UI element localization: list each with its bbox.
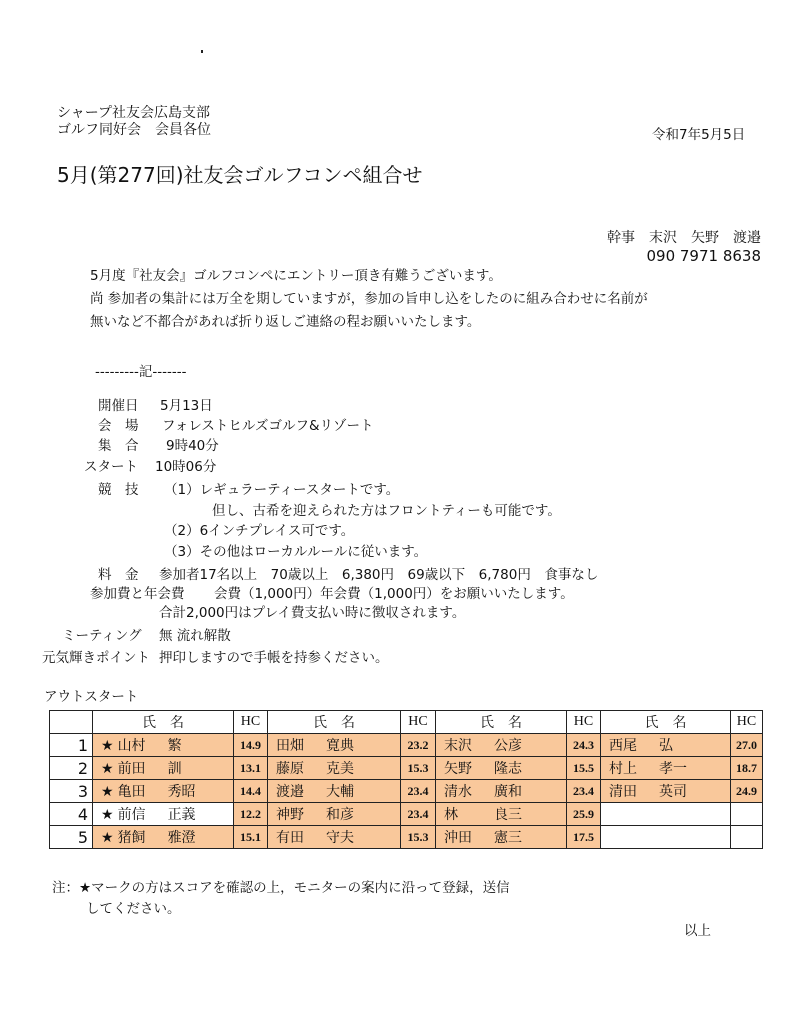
player-given-name: 寛典	[326, 738, 354, 754]
player-given-name: 正義	[167, 807, 196, 823]
fee-value: 参加者17名以上 70歳以上 6,380円 69歳以下 6,780円 食事なし	[159, 567, 599, 583]
handicap-cell: 27.0	[731, 734, 763, 757]
competition-label: 競 技	[98, 482, 139, 498]
player-name-cell	[268, 826, 401, 849]
player-surname: 有田	[276, 830, 304, 846]
closing-text: 以上	[684, 923, 711, 939]
player-name-cell	[436, 826, 567, 849]
player-name-cell	[601, 826, 731, 849]
table-row	[50, 780, 763, 803]
star-icon: ★	[101, 830, 114, 846]
handicap-cell: 15.3	[401, 826, 436, 849]
meeting-value: 無 流れ解散	[159, 628, 231, 644]
organizers: 幹事 末沢 矢野 渡邉	[607, 230, 761, 246]
handicap-cell: 12.2	[234, 803, 268, 826]
player-surname: 田畑	[276, 738, 304, 754]
player-given-name: 克美	[326, 761, 354, 777]
start-label: スタート	[84, 459, 138, 475]
competition-rule-2: （2）6インチプレイス可です。	[164, 523, 355, 539]
annual-fee-value: 会費（1,000円）年会費（1,000円）をお願いいたします。	[214, 586, 574, 602]
start-value: 10時06分	[155, 459, 217, 475]
player-given-name: 繁	[167, 738, 182, 754]
star-icon: ★	[101, 738, 114, 754]
annual-fee-label: 参加費と年会費	[90, 586, 185, 602]
handicap-cell: 23.4	[401, 803, 436, 826]
group-number: 2	[50, 757, 93, 780]
player-name-cell	[93, 803, 234, 826]
player-given-name: 雅澄	[167, 830, 196, 846]
player-given-name: 秀昭	[167, 784, 196, 800]
player-name-cell	[93, 757, 234, 780]
handicap-cell: 23.4	[401, 780, 436, 803]
note-line-1: 注：★マークの方はスコアを確認の上，モニターの案内に沿って登録，送信	[52, 880, 510, 896]
table-header-row	[50, 711, 763, 734]
star-icon: ★	[101, 761, 114, 777]
venue-value: フォレストヒルズゴルフ&リゾート	[162, 418, 374, 434]
player-given-name: 廣和	[494, 784, 522, 800]
player-given-name: 訓	[167, 761, 182, 777]
player-given-name: 公彦	[494, 738, 522, 754]
player-name-cell	[268, 803, 401, 826]
header-name: 氏 名	[93, 711, 234, 734]
handicap-cell	[731, 826, 763, 849]
group-number: 3	[50, 780, 93, 803]
meeting-label: ミーティング	[62, 628, 142, 644]
group-number: 5	[50, 826, 93, 849]
table-caption: アウトスタート	[44, 689, 139, 705]
phone-number: 090 7971 8638	[646, 247, 761, 265]
player-surname: 猪飼	[117, 830, 146, 846]
handicap-cell: 23.2	[401, 734, 436, 757]
player-name-cell	[436, 803, 567, 826]
player-given-name: 大輔	[326, 784, 354, 800]
note-line-2: してください。	[86, 901, 181, 917]
handicap-cell: 17.5	[567, 826, 601, 849]
player-name-cell	[93, 780, 234, 803]
date-value: 5月13日	[160, 398, 213, 414]
player-surname: 沖田	[444, 830, 472, 846]
table-row	[50, 757, 763, 780]
competition-rule-3: （3）その他はローカルルールに従います。	[164, 544, 428, 560]
star-icon: ★	[101, 784, 114, 800]
date-label: 開催日	[98, 398, 139, 414]
intro-line-1: 5月度『社友会』ゴルフコンペにエントリー頂き有難うございます。	[90, 268, 502, 284]
player-given-name: 弘	[659, 738, 673, 754]
player-name-cell	[93, 826, 234, 849]
player-surname: 矢野	[444, 761, 472, 777]
player-given-name: 孝一	[659, 761, 687, 777]
page-title: 5月(第277回)社友会ゴルフコンペ組合せ	[57, 163, 423, 187]
player-name-cell	[268, 780, 401, 803]
player-surname: 亀田	[117, 784, 146, 800]
header-hc: HC	[401, 711, 436, 734]
star-icon: ★	[101, 807, 114, 823]
player-name-cell	[436, 734, 567, 757]
player-given-name: 守夫	[326, 830, 354, 846]
player-surname: 西尾	[609, 738, 637, 754]
header-name: 氏 名	[436, 711, 567, 734]
table-row	[50, 803, 763, 826]
header-hc: HC	[731, 711, 763, 734]
player-surname: 清水	[444, 784, 472, 800]
handicap-cell: 13.1	[234, 757, 268, 780]
player-surname: 村上	[609, 761, 637, 777]
fee-total: 合計2,000円はプレイ費支払い時に徴収されます。	[159, 605, 466, 621]
player-given-name: 隆志	[494, 761, 522, 777]
org-line-1: シャープ社友会広島支部	[57, 105, 211, 121]
player-given-name: 良三	[494, 807, 522, 823]
intro-line-2: 尚 参加者の集計には万全を期していますが，参加の旨申し込をしたのに組み合わせに名前が	[90, 291, 648, 307]
meet-value: 9時40分	[166, 438, 219, 454]
table-row	[50, 734, 763, 757]
player-name-cell	[268, 757, 401, 780]
ki-divider: ---------記-------	[95, 364, 187, 380]
handicap-cell: 18.7	[731, 757, 763, 780]
venue-label: 会 場	[98, 418, 139, 434]
handicap-cell: 15.5	[567, 757, 601, 780]
header-empty-cell	[50, 711, 93, 734]
group-number: 1	[50, 734, 93, 757]
player-name-cell	[436, 757, 567, 780]
player-surname: 前信	[117, 807, 146, 823]
player-name-cell	[601, 757, 731, 780]
player-given-name: 英司	[659, 784, 687, 800]
header-name: 氏 名	[268, 711, 401, 734]
points-label: 元気輝きポイント	[42, 650, 150, 666]
player-surname: 渡邉	[276, 784, 304, 800]
handicap-cell: 24.3	[567, 734, 601, 757]
player-name-cell	[93, 734, 234, 757]
handicap-cell: 14.9	[234, 734, 268, 757]
document-date: 令和7年5月5日	[652, 127, 746, 143]
org-line-2: ゴルフ同好会 会員各位	[57, 122, 211, 138]
handicap-cell: 25.9	[567, 803, 601, 826]
player-name-cell	[436, 780, 567, 803]
meet-label: 集 合	[98, 438, 139, 454]
player-name-cell	[601, 734, 731, 757]
fee-label: 料 金	[98, 567, 139, 583]
handicap-cell: 15.3	[401, 757, 436, 780]
points-value: 押印しますので手帳を持参ください。	[159, 650, 389, 666]
player-given-name: 憲三	[494, 830, 522, 846]
player-name-cell	[268, 734, 401, 757]
player-surname: 神野	[276, 807, 304, 823]
player-surname: 林	[444, 807, 458, 823]
header-name: 氏 名	[601, 711, 731, 734]
player-name-cell	[601, 780, 731, 803]
player-surname: 清田	[609, 784, 637, 800]
table-row	[50, 826, 763, 849]
player-surname: 前田	[117, 761, 146, 777]
intro-line-3: 無いなど不都合があれば折り返しご連絡の程お願いいたします。	[90, 314, 481, 330]
header-hc: HC	[234, 711, 268, 734]
competition-rule-1: （1）レギュラーティースタートです。	[164, 482, 400, 498]
player-surname: 藤原	[276, 761, 304, 777]
player-name-cell	[601, 803, 731, 826]
competition-rule-1b: 但し、古希を迎えられた方はフロントティーも可能です。	[212, 503, 561, 519]
player-surname: 末沢	[444, 738, 472, 754]
group-number: 4	[50, 803, 93, 826]
player-given-name: 和彦	[326, 807, 354, 823]
handicap-cell: 23.4	[567, 780, 601, 803]
player-surname: 山村	[117, 738, 146, 754]
handicap-cell: 15.1	[234, 826, 268, 849]
stray-dot	[201, 50, 203, 53]
handicap-cell	[731, 803, 763, 826]
header-hc: HC	[567, 711, 601, 734]
handicap-cell: 24.9	[731, 780, 763, 803]
handicap-cell: 14.4	[234, 780, 268, 803]
pairings-table	[49, 710, 763, 849]
